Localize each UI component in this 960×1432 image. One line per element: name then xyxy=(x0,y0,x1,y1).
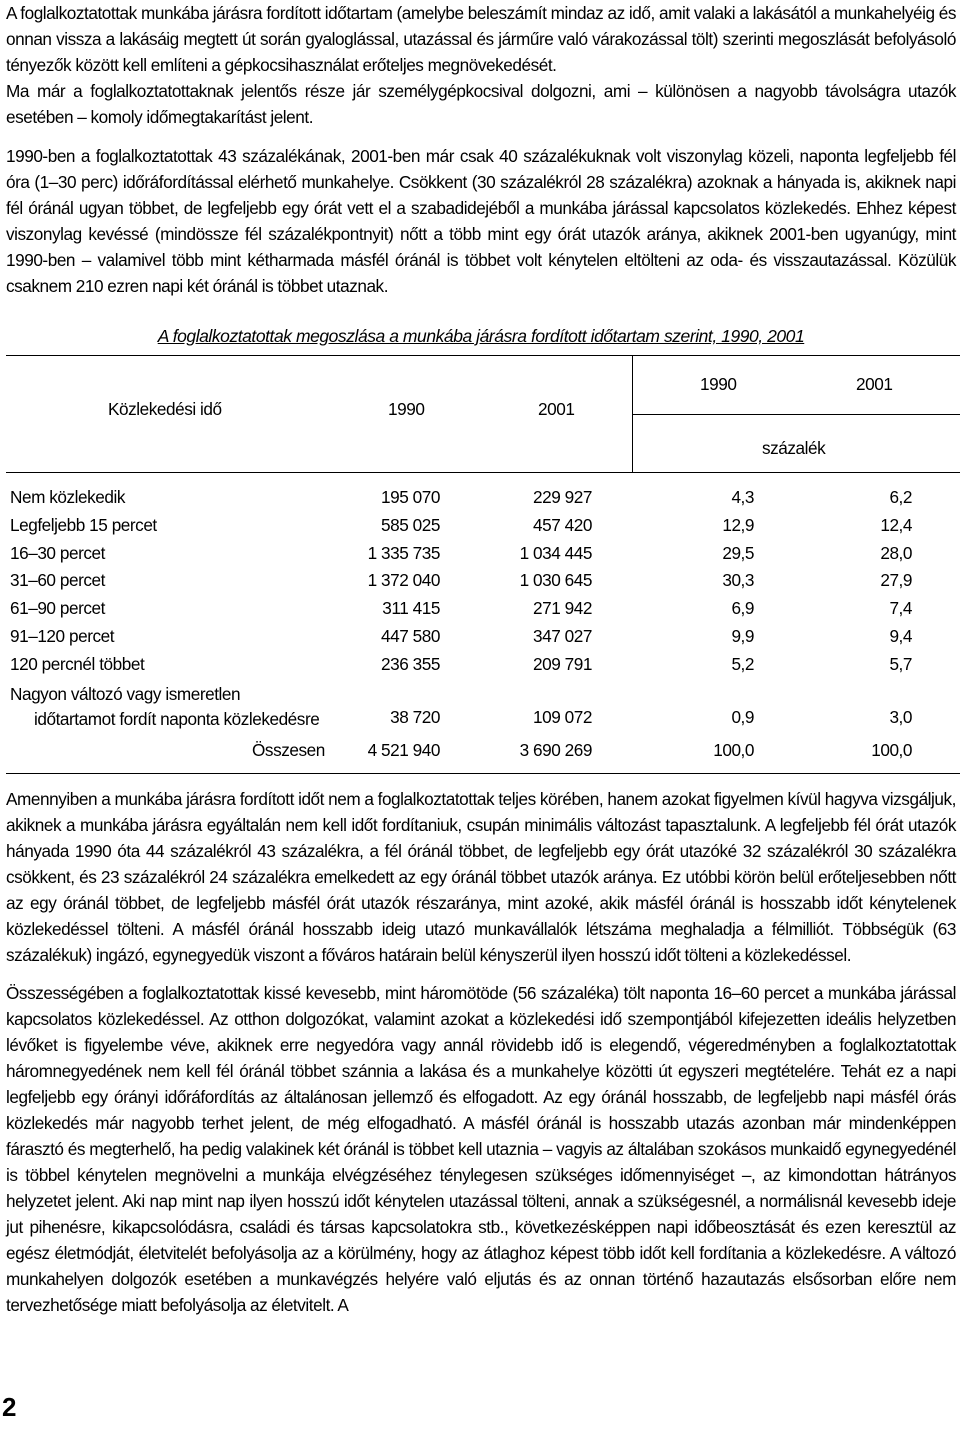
paragraph-1990-2001-comparison: 1990-ben a foglalkoztatottak 43 százalékának, 2001-ben már csak 40 százalékuknak volt viszonylag közeli, naponta legfeljebb fél óra (1–30 perc) időráfordítással elérhető munkahelye. Csökkent (30 százalékról 28 százalékra) azoknak a hányada is, akiknek napi fél óránál ugyan többet, de legfeljebb egy órát vett el a szabadidejéből a munkába járással kapcsolatos közlekedés. Ehhez képest viszonylag kevéssé (mindössze fél százalékpontnyit) nőtt a több mint egy órát utazók aránya, akiknek 2001-ben ugyanúgy, mint 1990-ben – valamivel több mint kétharmada másfél óránál is többet volt kénytelen eltölteni az oda- és visszautazással. Közülük csaknem 210 ezren napi két óránál is többet utaznak. xyxy=(6,146,956,296)
table-row xyxy=(6,543,960,571)
cell-2001-percent: 27,9 xyxy=(880,570,912,591)
cell-1990-percent: 4,3 xyxy=(731,487,754,507)
table-bottom-rule xyxy=(6,773,960,774)
table-row-variable xyxy=(6,682,960,736)
row-label: 91–120 percet xyxy=(10,625,115,646)
cell-1990-percent: 30,3 xyxy=(722,570,754,591)
row-label-line2: időtartamot fordít naponta közlekedésre xyxy=(34,708,320,729)
commute-time-table xyxy=(6,355,960,774)
row-label: Legfeljebb 15 percet xyxy=(10,514,157,535)
table-header xyxy=(6,355,960,473)
cell-2001-percent: 28,0 xyxy=(880,542,912,563)
cell-2001-percent: 6,2 xyxy=(889,487,912,507)
cell-1990: 236 355 xyxy=(381,653,440,674)
cell-2001: 457 420 xyxy=(533,514,592,535)
row-label-total: Összesen xyxy=(252,739,325,760)
table-row-total xyxy=(6,740,960,768)
paragraph-excluding-non-commuters: Amennyiben a munkába járásra fordított időt nem a foglalkoztatottak teljes körében, hanem azokat figyelmen kívül hagyva vizsgáljuk, akiknek a munkába járásra egyáltalán nem kell időt fordítaniuk, csupán minimális változást tapasztalunk. A legfeljebb fél órát utazók hányada 1990 óta 44 százalékról 43 százalékra, a fél óránál többet, de legfeljebb egy órát utazóké 32 százalékról 30 százalékra csökkent, és 23 százalékról 24 százalékra emelkedett az egy óránál többet utazók aránya. Ez utóbbi körön belül erőteljesebben nőtt az egy óránál többet, de legfeljebb másfél órát utazók részaránya, mint azoké, akik másfél óránál is hosszabb időt kénytelenek közlekedéssel tölteni. A másfél óránál hosszabb ideig utazó munkavállalók létszáma meghaladja a félmilliót. Többségük (63 százalékuk) ingázó, egynegyedük viszont a főváros határain belül kényszerül ilyen hosszú időt tölteni a közlekedéssel. xyxy=(6,789,956,966)
cell-2001-percent: 9,4 xyxy=(889,625,912,646)
cell-1990: 1 335 735 xyxy=(367,542,440,563)
cell-2001: 109 072 xyxy=(533,706,592,727)
table-row xyxy=(6,654,960,682)
table-body xyxy=(6,473,960,767)
header-1990-percent: 1990 xyxy=(700,374,737,394)
header-2001-percent: 2001 xyxy=(856,374,893,394)
cell-2001: 271 942 xyxy=(533,598,592,619)
table-row xyxy=(6,598,960,626)
cell-1990: 195 070 xyxy=(381,487,440,507)
cell-1990-percent: 29,5 xyxy=(722,542,754,563)
paragraph-intro: A foglalkoztatottak munkába járásra fordított időtartam (amelybe beleszámít mindaz az idő, amit valaki a lakásától a munkahelyéig és onnan vissza a lakásáig megtett út során gyaloglással, utazással és járműre való várakozással tölt) szerinti megoszlását befolyásoló tényezők között kell említeni a gépkocsihasználat erőteljes megnövekedését. xyxy=(6,3,956,75)
cell-2001-percent: 100,0 xyxy=(871,739,912,760)
table-row xyxy=(6,487,960,515)
cell-1990: 4 521 940 xyxy=(367,739,440,760)
cell-2001-percent: 7,4 xyxy=(889,598,912,619)
row-label xyxy=(10,682,319,732)
header-1990: 1990 xyxy=(388,399,425,419)
cell-1990: 585 025 xyxy=(381,514,440,535)
page-number: 2 xyxy=(2,1392,17,1422)
row-label: 61–90 percet xyxy=(10,598,105,619)
cell-2001: 1 034 445 xyxy=(519,542,592,563)
cell-2001: 1 030 645 xyxy=(519,570,592,591)
header-travel-time: Közlekedési idő xyxy=(108,399,222,419)
table-row xyxy=(6,626,960,654)
table-row xyxy=(6,515,960,543)
cell-1990-percent: 9,9 xyxy=(731,625,754,646)
table-row xyxy=(6,570,960,598)
cell-1990: 38 720 xyxy=(390,706,440,727)
header-divider-horizontal xyxy=(632,414,960,415)
cell-2001-percent: 5,7 xyxy=(889,653,912,674)
cell-1990-percent: 6,9 xyxy=(731,598,754,619)
cell-1990: 447 580 xyxy=(381,625,440,646)
cell-1990-percent: 0,9 xyxy=(731,706,754,727)
header-percent-label: százalék xyxy=(762,438,826,458)
row-label: Nem közlekedik xyxy=(10,487,126,507)
document-page xyxy=(6,0,956,1318)
paragraph-car-usage: Ma már a foglalkoztatottaknak jelentős része jár személygépkocsival dolgozni, ami – különösen a nagyobb távolságra utazók esetében – komoly időmegtakarítást jelent. xyxy=(6,81,956,127)
row-label-line1: Nagyon változó vagy ismeretlen xyxy=(10,683,241,704)
cell-1990: 1 372 040 xyxy=(367,570,440,591)
row-label: 120 percnél többet xyxy=(10,653,145,674)
cell-2001-percent: 3,0 xyxy=(889,706,912,727)
row-label: 31–60 percet xyxy=(10,570,105,591)
row-label: 16–30 percet xyxy=(10,542,105,563)
cell-1990-percent: 5,2 xyxy=(731,653,754,674)
cell-2001: 347 027 xyxy=(533,625,592,646)
cell-1990-percent: 100,0 xyxy=(713,739,754,760)
header-2001: 2001 xyxy=(538,399,575,419)
cell-1990: 311 415 xyxy=(382,598,440,619)
cell-2001: 229 927 xyxy=(533,487,592,507)
paragraph-overall-summary: Összességében a foglalkoztatottak kissé kevesebb, mint háromötöde (56 százaléka) tölt naponta 16–60 percet a munkába járással kapcsolatos közlekedéssel. Az otthon dolgozókat, valamint azokat a közlekedési idő szempontjából kifejezetten ideális helyzetben lévőket is figyelembe véve, akiknek erre negyedóra vagy annál rövidebb idő is elegendő, végeredményben a foglalkoztatottak háromnegyedének nem kell fél óránál többet szánnia a lakása és a munkahelye közötti út egyszeri megtételére. Tehát ez a napi legfeljebb egy órányi időráfordítás az általánosan jellemző és elfogadott. Az egy óránál hosszabb, de legfeljebb napi másfél órás közlekedés már nagyobb terhet jelent, de még elfogadható. A másfél óránál is hosszabb utazás azonban már mindenképpen fárasztó és megterhelő, ha pedig valakinek két óránál is többet kell utaznia – vagyis az általában szokásos munkaidő egynegyedénél is többel kénytelen megnövelni a munkája elvégzéséhez ténylegesen szükséges időmennyiséget –, az kimondottan hátrányos helyzetet jelent. Aki nap mint nap ilyen hosszú időt kénytelen utazással tölteni, annak a szükségesnél, a normálisnál kevesebb ideje jut pihenésre, kikapcsolódásra, családi és társas kapcsolatokra stb., következésképpen napi időbeosztását és ezen keresztül az egész életmódját, életvitelét befolyásolja az a körülmény, hogy az átlaghoz képest több időt kell fordítania a közlekedésre. A változó munkahelyen dolgozók esetében a munkavégzés helyére való eljutás és az onnan történő hazautazás elsősorban előre nem tervezhetősége miatt befolyásolja az életvitelt. A xyxy=(6,983,956,1316)
cell-2001: 3 690 269 xyxy=(519,739,592,760)
cell-2001-percent: 12,4 xyxy=(880,514,912,535)
table-title: A foglalkoztatottak megoszlása a munkába járásra fordított időtartam szerint, 1990, 2001 xyxy=(157,326,805,346)
cell-1990-percent: 12,9 xyxy=(722,514,754,535)
cell-2001: 209 791 xyxy=(533,653,592,674)
